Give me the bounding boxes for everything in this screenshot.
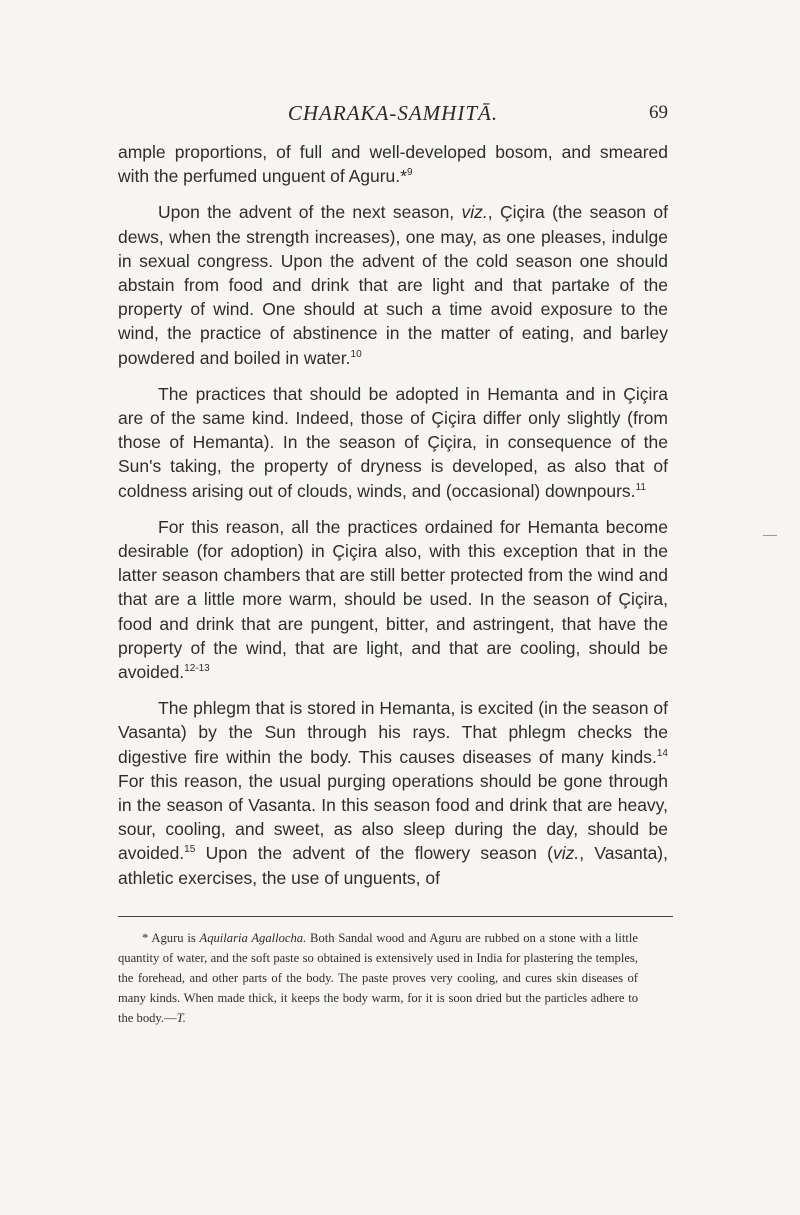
text-run: Aquilaria Agallocha. [199,931,307,945]
note-ref: 11 [635,481,646,493]
paragraph-text: ample proportions, of full and well-developed bosom, and smeared with the perfumed unguent of Aguru.* [118,142,668,187]
running-title: CHARAKA-SAMHITĀ. [287,101,499,125]
margin-mark [763,535,777,536]
text-run: Upon the advent of the next season, [158,202,462,223]
text-run: , Vasanta), athletic exercises, the use of unguents, of [118,843,668,888]
text-run: For this reason, all the practices ordained for Hemanta become desirable (for adoption) in Çiçira also, with this exception that in the latter season chambers that are still better protected from the wind and that are a little more warm, should be used. In the season of Çiçira, food and drink that are pungent, bitter, and astringent, that have the property of the wind, that are light, and that are cooling, should be avoided. [118,516,668,683]
text-run: * Aguru is [142,931,200,945]
paragraph-2 [118,200,668,369]
text-run: The practices that should be adopted in Hemanta and in Çiçira are of the same kind. Indeed, those of Çiçira differ only slightly (from those of Hemanta). In the season of Çiçira, in consequence of the Sun's taking, the property of dryness is developed, as also that of coldness arising out of clouds, winds, and (occasional) downpours. [118,383,668,501]
note-ref: 9 [406,167,413,179]
text-run: T. [176,1010,186,1025]
body-text [118,140,668,890]
text-run: Both Sandal wood and Aguru are rubbed on a stone with a little quantity of water, and the soft paste so obtained is extensively used in India for plastering the temples, the forehead, and other parts of the body. The paste proves very cooling, and cures skin diseases of many kinds. When made thick, it keeps the body warm, for it is soon dried but the particles adhere to the body.— [118,931,638,1025]
paragraph-3 [118,382,668,503]
text-run: viz. [461,202,488,223]
note-ref: 10 [350,348,362,360]
note-ref: 15 [184,844,196,856]
running-head [118,99,668,129]
text-run: , Çiçira (the season of dews, when the strength increases), one may, as one pleases, indulge in sexual congress. Upon the advent of the cold season one should abstain from food and drink that are light and that partake of the property of wind. One should at such a time avoid exposure to the wind, the practice of abstinence in the matter of eating, and barley powdered and boiled in water. [118,202,668,368]
paragraph-5 [118,696,668,890]
note-ref: 12-13 [184,663,210,675]
note-ref: 14 [656,747,668,759]
text-run: For this reason, the usual purging operations should be gone through in the season of Vasanta. In this season food and drink that are heavy, sour, cooling, and sweet, as also sleep during the day, should be avoided. [118,770,668,864]
footnote [118,929,638,1029]
text-run: Upon the advent of the flowery season ( [195,843,553,864]
text-run: The phlegm that is stored in Hemanta, is excited (in the season of Vasanta) by the Sun through his rays. That phlegm checks the digestive fire within the body. This causes diseases of many kinds. [118,698,668,767]
page-number: 69 [649,102,668,123]
paragraph-4 [118,515,668,684]
footnote-rule [118,916,673,917]
text-run: viz. [552,843,580,864]
paragraph-1 [118,140,668,188]
